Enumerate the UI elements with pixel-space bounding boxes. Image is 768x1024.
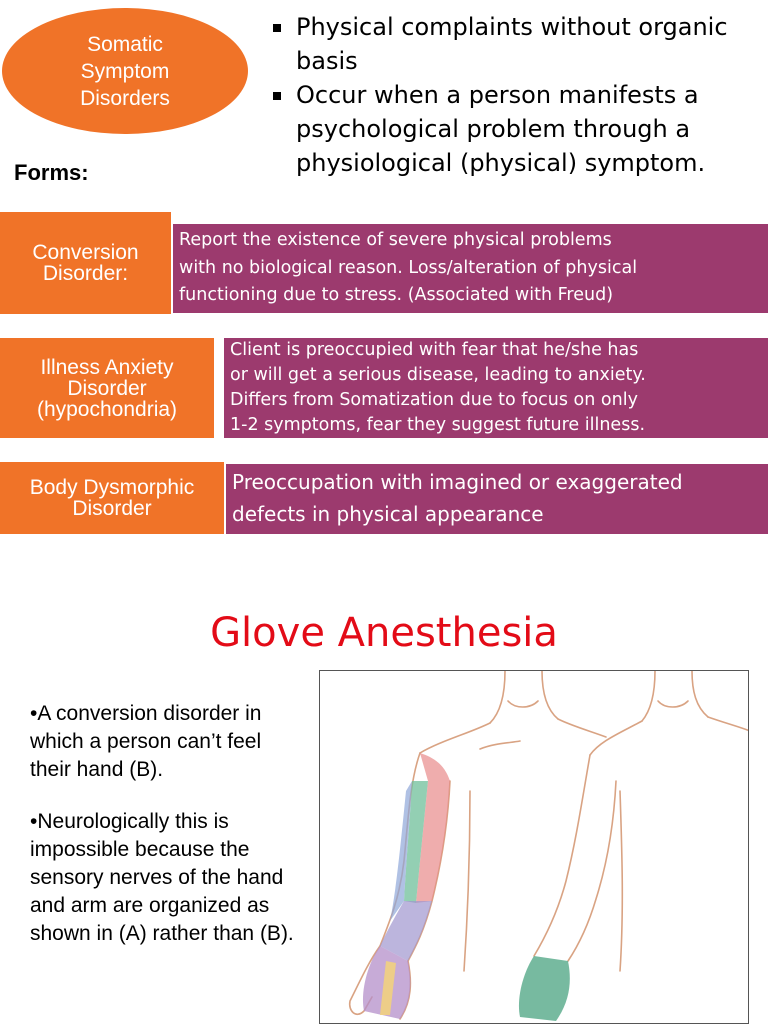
glove-paragraph: •Neurologically this is impossible because the sensory nerves of the hand and arm are organized as shown in (A) rather than (B). bbox=[30, 810, 294, 945]
somatic-symptom-disorders-oval bbox=[2, 8, 248, 134]
body-dysmorphic-description: Preoccupation with imagined or exaggerated defects in physical appearance bbox=[226, 464, 768, 534]
definition-bullets bbox=[270, 10, 768, 180]
glove-paragraph: •A conversion disorder in which a person can’t feel their hand (B). bbox=[30, 702, 262, 781]
body-dysmorphic-disorder-label: Body Dysmorphic Disorder bbox=[0, 462, 224, 534]
bullet-square-icon bbox=[273, 92, 281, 100]
glove-anesthesia-title: Glove Anesthesia bbox=[210, 610, 558, 656]
illness-anxiety-description: Client is preoccupied with fear that he/she has or will get a serious disease, leading to anxiety. Differs from Somatization due to focus on only 1-2 symptoms, fear they suggest future illness. bbox=[224, 338, 768, 438]
bullet-item: Occur when a person manifests a psychological problem through a physiological (physical) symptom. bbox=[270, 78, 768, 180]
oval-line-1: Somatic bbox=[87, 32, 163, 56]
forms-heading: Forms: bbox=[14, 160, 89, 185]
arm-nerve-diagram bbox=[319, 670, 749, 1024]
bullet-square-icon bbox=[273, 24, 281, 32]
conversion-disorder-description: Report the existence of severe physical problems with no biological reason. Loss/alteration of physical functioning due to stress. (Associated with Freud) bbox=[173, 224, 768, 313]
arm-nerve-diagram-icon bbox=[320, 671, 749, 1024]
oval-line-2: Symptom bbox=[80, 59, 170, 83]
conversion-disorder-label: Conversion Disorder: bbox=[0, 212, 171, 314]
bullet-item: Physical complaints without organic basis bbox=[270, 10, 768, 78]
illness-anxiety-disorder-label: Illness Anxiety Disorder (hypochondria) bbox=[0, 338, 214, 438]
oval-line-3: Disorders bbox=[80, 86, 170, 110]
glove-explanation bbox=[30, 700, 300, 972]
